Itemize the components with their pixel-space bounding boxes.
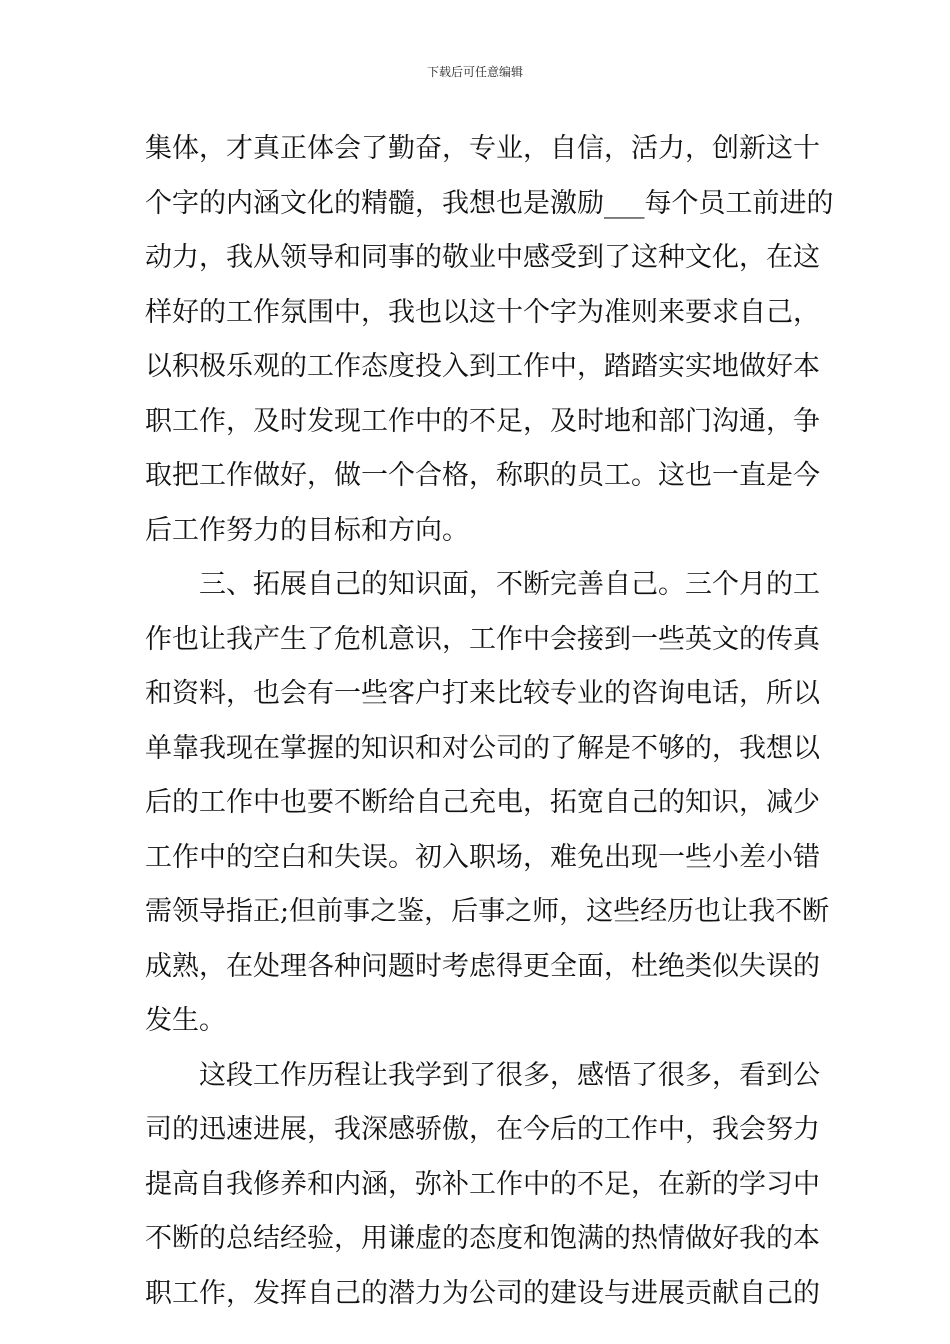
text-line: 提高自我修养和内涵，弥补工作中的不足，在新的学习中	[145, 1168, 820, 1200]
document-body	[145, 126, 834, 1325]
text-line: 单靠我现在掌握的知识和对公司的了解是不够的，我想以	[145, 732, 820, 764]
text-line: 作也让我产生了危机意识，工作中会接到一些英文的传真	[145, 623, 820, 655]
text-line: 工作中的空白和失误。初入职场，难免出现一些小差小错	[145, 841, 820, 873]
text-line: 职工作，及时发现工作中的不足，及时地和部门沟通，争	[145, 405, 820, 437]
text-line: 取把工作做好，做一个合格，称职的员工。这也一直是今	[145, 460, 820, 491]
text-line: 集体，才真正体会了勤奋，专业，自信，活力，创新这十	[145, 133, 820, 164]
page-header: 下载后可任意编辑	[426, 65, 523, 79]
text-line: 需领导指正;但前事之鉴，后事之师，这些经历也让我不断	[145, 896, 830, 927]
text-line: 样好的工作氛围中，我也以这十个字为准则来要求自己，	[145, 296, 820, 328]
text-line: 发生。	[145, 1005, 226, 1036]
text-line: 司的迅速进展，我深感骄傲，在今后的工作中，我会努力	[145, 1114, 820, 1145]
text-line: 后的工作中也要不断给自己充电，拓宽自己的知识，减少	[145, 787, 820, 818]
text-line: 动力，我从领导和同事的敬业中感受到了这种文化，在这	[145, 242, 820, 273]
text-line: 职工作，发挥自己的潜力为公司的建设与进展贡献自己的	[145, 1277, 820, 1309]
paragraph-start-line: 这段工作历程让我学到了很多，感悟了很多，看到公	[199, 1059, 820, 1091]
text-line: 成熟，在处理各种问题时考虑得更全面，杜绝类似失误的	[145, 950, 820, 982]
text-line: 和资料，也会有一些客户打来比较专业的咨询电话，所以	[145, 678, 820, 709]
text-line: 不断的总结经验，用谦虚的态度和饱满的热情做好我的本	[145, 1223, 820, 1254]
paragraph-start-line: 三、拓展自己的知识面，不断完善自己。三个月的工	[199, 569, 820, 600]
text-line: 以积极乐观的工作态度投入到工作中，踏踏实实地做好本	[145, 351, 820, 382]
text-line: 后工作努力的目标和方向。	[145, 514, 469, 546]
text-line: 个字的内涵文化的精髓，我想也是激励___每个员工前进的	[145, 187, 834, 219]
